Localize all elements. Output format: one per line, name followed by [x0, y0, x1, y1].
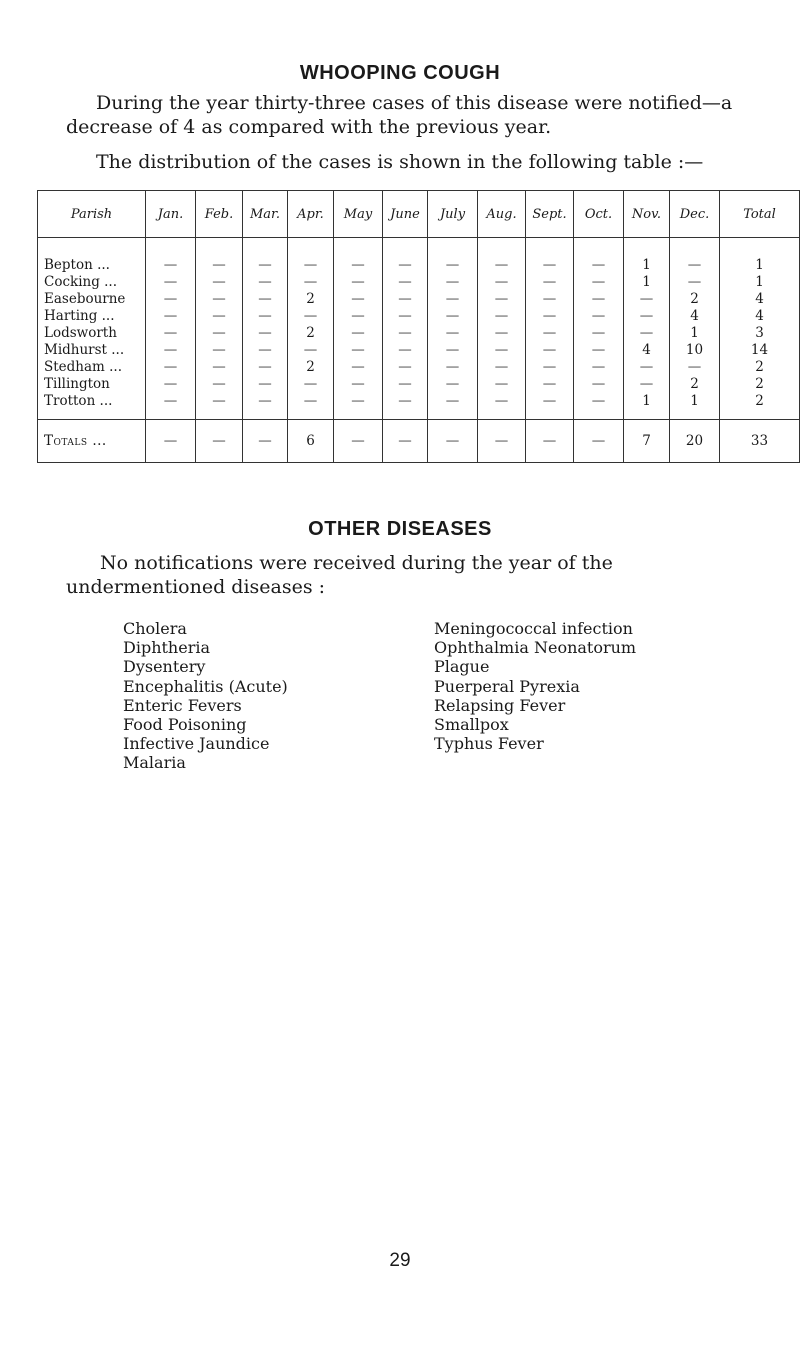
table-cell: — [383, 256, 428, 273]
disease-item: Cholera [123, 619, 187, 638]
table-cell: — [243, 341, 288, 358]
table-cell: — [478, 290, 526, 307]
disease-item: Relapsing Fever [434, 695, 566, 715]
spacer-row [38, 238, 800, 257]
table-cell: — [526, 324, 574, 341]
parish-name: Tillington [38, 375, 146, 392]
table-cell: — [574, 358, 624, 375]
parish-name: Cocking ... [38, 273, 146, 290]
column-header: Sept. [526, 191, 574, 238]
table-cell: — [526, 341, 574, 358]
parish-name: Stedham ... [38, 358, 146, 375]
totals-cell: — [146, 420, 196, 463]
totals-cell: — [243, 420, 288, 463]
table-cell: — [196, 290, 243, 307]
table-row [38, 307, 800, 324]
table-cell: — [526, 273, 574, 290]
table-cell: — [526, 358, 574, 375]
disease-item: Enteric Fevers [123, 695, 242, 715]
table-cell: 4 [720, 290, 800, 307]
table-cell: — [196, 375, 243, 392]
column-header: Dec. [670, 191, 720, 238]
table-cell: 4 [670, 307, 720, 324]
disease-item: Plague [434, 657, 490, 677]
disease-list-left [123, 619, 288, 773]
totals-cell: 33 [720, 420, 800, 463]
page-number: 29 [389, 1250, 411, 1271]
column-header: Jan. [146, 191, 196, 238]
totals-cell: — [478, 420, 526, 463]
table-cell: 2 [720, 358, 800, 375]
table-cell: — [383, 273, 428, 290]
disease-item: Encephalitis (Acute) [123, 676, 288, 696]
table-cell: — [574, 290, 624, 307]
table-cell: — [334, 307, 383, 324]
table-cell: 14 [720, 341, 800, 358]
whooping-cough-title: WHOOPING COUGH [299, 62, 501, 84]
column-header: Oct. [574, 191, 624, 238]
table-cell: — [428, 341, 478, 358]
whooping-cough-distribution-table [37, 190, 800, 463]
table-cell: — [383, 290, 428, 307]
disease-item: Food Poisoning [123, 715, 247, 735]
table-cell: — [334, 324, 383, 341]
table-cell: — [243, 375, 288, 392]
table-cell: — [670, 273, 720, 290]
parish-name: Midhurst ... [38, 341, 146, 358]
whooping-intro-paragraph: During the year thirty-three cases of this disease were notified—a decrease of 4 as compared with the previous year. [66, 92, 733, 138]
other-diseases-intro: No notifications were received during the year of the undermentioned diseases : [66, 552, 613, 598]
parish-name: Easebourne [38, 290, 146, 307]
table-cell: — [478, 324, 526, 341]
table-cell: — [526, 375, 574, 392]
table-cell: — [146, 290, 196, 307]
table-cell: — [288, 256, 334, 273]
table-cell: — [526, 256, 574, 273]
totals-label: Totals ... [38, 420, 146, 463]
table-cell: — [196, 324, 243, 341]
table-cell: — [334, 375, 383, 392]
column-header: June [383, 191, 428, 238]
table-cell: — [243, 290, 288, 307]
table-cell: — [383, 324, 428, 341]
table-cell: — [428, 273, 478, 290]
disease-list-right [434, 619, 636, 753]
table-cell: — [146, 392, 196, 420]
table-cell: — [383, 392, 428, 420]
column-header: Apr. [288, 191, 334, 238]
disease-item: Dysentery [123, 657, 206, 677]
disease-item: Ophthalmia Neonatorum [434, 638, 637, 658]
table-cell: — [428, 290, 478, 307]
table-cell: — [243, 392, 288, 420]
table-cell: — [146, 256, 196, 273]
table-cell: — [478, 256, 526, 273]
table-cell: 1 [720, 273, 800, 290]
table-cell: — [243, 324, 288, 341]
disease-item: Diphtheria [123, 638, 210, 658]
table-cell: — [243, 358, 288, 375]
table-cell: — [334, 290, 383, 307]
table-cell: 3 [720, 324, 800, 341]
table-cell: — [624, 375, 670, 392]
column-header: May [334, 191, 383, 238]
table-cell: — [383, 341, 428, 358]
table-cell: — [428, 256, 478, 273]
column-header: Parish [38, 191, 146, 238]
table-cell: 1 [720, 256, 800, 273]
parish-name: Harting ... [38, 307, 146, 324]
table-cell: — [526, 290, 574, 307]
table-header-row [38, 191, 800, 238]
totals-cell: — [574, 420, 624, 463]
column-header: July [428, 191, 478, 238]
table-cell: 2 [720, 392, 800, 420]
table-cell: — [428, 392, 478, 420]
table-cell: — [243, 273, 288, 290]
table-cell: — [670, 256, 720, 273]
disease-item: Smallpox [434, 715, 509, 735]
table-cell: — [334, 392, 383, 420]
table-cell: — [288, 307, 334, 324]
table-cell: 2 [720, 375, 800, 392]
table-cell: — [428, 375, 478, 392]
disease-item: Puerperal Pyrexia [434, 676, 580, 696]
totals-row [38, 420, 800, 463]
disease-item: Meningococcal infection [434, 619, 633, 638]
table-cell: — [196, 256, 243, 273]
table-cell: — [334, 273, 383, 290]
table-cell: — [428, 324, 478, 341]
table-cell: 2 [288, 358, 334, 375]
table-cell: — [383, 358, 428, 375]
table-cell: — [526, 392, 574, 420]
disease-item: Typhus Fever [434, 734, 544, 754]
table-cell: 4 [624, 341, 670, 358]
table-row [38, 358, 800, 375]
totals-cell: — [428, 420, 478, 463]
table-cell: — [334, 358, 383, 375]
table-cell: 1 [624, 256, 670, 273]
table-row [38, 324, 800, 341]
table-cell: — [574, 341, 624, 358]
table-cell: — [478, 273, 526, 290]
table-cell: — [196, 392, 243, 420]
table-cell: — [624, 324, 670, 341]
table-cell: — [670, 358, 720, 375]
table-cell: 1 [670, 324, 720, 341]
table-cell: — [574, 324, 624, 341]
table-row [38, 392, 800, 420]
table-cell: — [574, 256, 624, 273]
table-cell: — [334, 256, 383, 273]
column-header: Aug. [478, 191, 526, 238]
table-cell: — [574, 307, 624, 324]
table-row [38, 341, 800, 358]
table-cell: — [146, 375, 196, 392]
parish-name: Lodsworth [38, 324, 146, 341]
other-diseases-title: OTHER DISEASES [308, 518, 492, 540]
totals-cell: 6 [288, 420, 334, 463]
table-cell: — [574, 375, 624, 392]
table-cell: — [526, 307, 574, 324]
table-cell: — [288, 392, 334, 420]
table-cell: — [146, 307, 196, 324]
table-cell: — [624, 358, 670, 375]
table-cell: — [478, 341, 526, 358]
table-cell: 2 [288, 290, 334, 307]
table-cell: 1 [624, 273, 670, 290]
table-cell: — [196, 273, 243, 290]
disease-item: Infective Jaundice [123, 734, 270, 754]
parish-name: Trotton ... [38, 392, 146, 420]
disease-item: Malaria [123, 753, 186, 773]
table-row [38, 375, 800, 392]
table-intro-paragraph: The distribution of the cases is shown in the following table :— [96, 151, 704, 173]
table-cell: 4 [720, 307, 800, 324]
table-cell: — [288, 375, 334, 392]
table-cell: — [334, 341, 383, 358]
table-cell: — [478, 392, 526, 420]
table-cell: — [146, 273, 196, 290]
table-cell: — [196, 307, 243, 324]
column-header: Total [720, 191, 800, 238]
table-cell: — [146, 324, 196, 341]
table-cell: — [428, 307, 478, 324]
column-header: Feb. [196, 191, 243, 238]
table-row [38, 273, 800, 290]
table-cell: 2 [670, 290, 720, 307]
table-cell: — [478, 307, 526, 324]
table-cell: — [478, 358, 526, 375]
totals-cell: 7 [624, 420, 670, 463]
table-cell: 10 [670, 341, 720, 358]
totals-cell: — [334, 420, 383, 463]
parish-name: Bepton ... [38, 256, 146, 273]
totals-cell: — [383, 420, 428, 463]
table-cell: — [146, 341, 196, 358]
table-cell: 1 [670, 392, 720, 420]
table-cell: — [146, 358, 196, 375]
table-cell: — [196, 341, 243, 358]
totals-cell: 20 [670, 420, 720, 463]
table-cell: — [428, 358, 478, 375]
table-cell: — [574, 392, 624, 420]
table-cell: — [624, 307, 670, 324]
table-row [38, 256, 800, 273]
table-cell: — [243, 307, 288, 324]
table-cell: — [383, 375, 428, 392]
table-cell: — [624, 290, 670, 307]
table-cell: 2 [670, 375, 720, 392]
table-cell: — [196, 358, 243, 375]
table-cell: — [574, 273, 624, 290]
table-cell: — [478, 375, 526, 392]
column-header: Nov. [624, 191, 670, 238]
totals-cell: — [526, 420, 574, 463]
table-cell: — [243, 256, 288, 273]
table-cell: — [288, 273, 334, 290]
table-cell: 1 [624, 392, 670, 420]
column-header: Mar. [243, 191, 288, 238]
table-row [38, 290, 800, 307]
table-cell: — [383, 307, 428, 324]
table-cell: — [288, 341, 334, 358]
totals-cell: — [196, 420, 243, 463]
table-cell: 2 [288, 324, 334, 341]
